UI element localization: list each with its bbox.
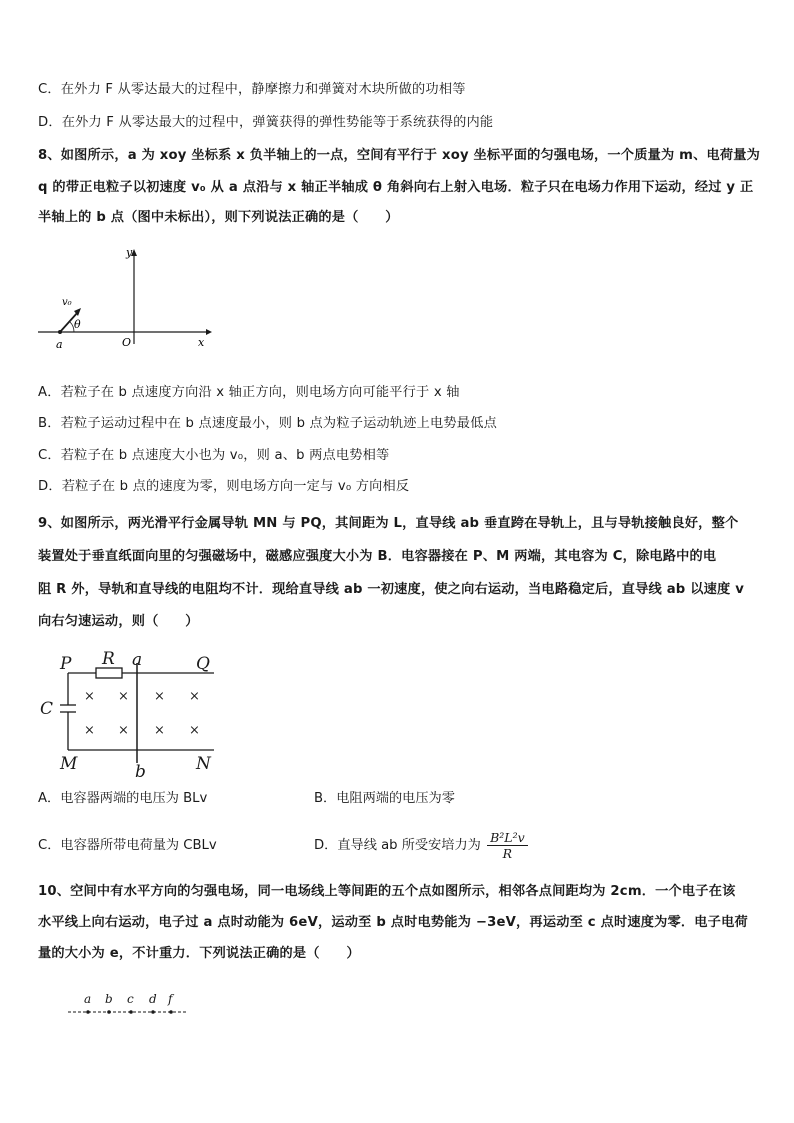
q9-fig-label-a: a — [132, 650, 143, 670]
q9-option-b: B．电阻两端的电压为零 — [314, 791, 455, 806]
q9-fig-label-p: P — [60, 654, 72, 674]
q10-label-b: b — [105, 992, 113, 1006]
q9-stem-line-3: 阻 R 外，导轨和直导线的电阻均不计．现给直导线 ab 一初速度，使之向右运动，当电路稳定后，直导线 ab 以速度 v — [38, 582, 744, 597]
q10-stem-line-1: 10、空间中有水平方向的匀强电场，同一电场线上等间距的五个点如图所示，相邻各点间距均为 2cm．一个电子在该 — [38, 884, 736, 899]
q10-stem-line-3: 量的大小为 e，不计重力．下列说法正确的是（ ） — [38, 946, 360, 961]
q10-label-d: d — [149, 992, 157, 1006]
q9-stem-line-1: 9、如图所示，两光滑平行金属导轨 MN 与 PQ，其间距为 L，直导线 ab 垂直跨在导轨上，且与导轨接触良好，整个 — [38, 516, 739, 531]
q8-stem-line-3: 半轴上的 b 点（图中未标出），则下列说法正确的是（ ） — [38, 210, 399, 225]
q10-point-a — [86, 1010, 90, 1014]
q9-option-d-fraction — [487, 830, 528, 861]
q9-option-d — [314, 822, 528, 870]
q8-stem-line-2: q 的带正电粒子以初速度 v₀ 从 a 点沿与 x 轴正半轴成 θ 角斜向右上射入电场．粒子只在电场力作用下运动，经过 y 正 — [38, 180, 754, 195]
field-cross: × — [189, 689, 200, 704]
q9-fig-label-r: R — [102, 649, 115, 669]
q10-label-c: c — [127, 992, 134, 1006]
q9-circuit-figure — [36, 645, 226, 780]
q8-option-a: A．若粒子在 b 点速度方向沿 x 轴正方向，则电场方向可能平行于 x 轴 — [38, 385, 460, 400]
field-cross: × — [118, 723, 129, 738]
q8-fig-y-label: y — [126, 246, 133, 259]
q9-fig-label-c: C — [40, 699, 54, 719]
q8-stem-line-1: 8、如图所示，a 为 xoy 坐标系 x 负半轴上的一点，空间有平行于 xoy 坐标平面的匀强电场，一个质量为 m、电荷量为 — [38, 148, 761, 163]
q8-fig-v0-label: v₀ — [62, 297, 72, 308]
q9-option-a: A．电容器两端的电压为 BLv — [38, 791, 208, 806]
q8-option-b: B．若粒子运动过程中在 b 点速度最小，则 b 点为粒子运动轨迹上电势最低点 — [38, 416, 497, 431]
q9-option-d-numerator: B²L²v — [487, 830, 528, 846]
field-cross: × — [154, 723, 165, 738]
q8-option-d: D．若粒子在 b 点的速度为零，则电场方向一定与 v₀ 方向相反 — [38, 479, 410, 494]
q10-stem-line-2: 水平线上向右运动，电子过 a 点时动能为 6eV，运动至 b 点时电势能为 −3eV，再运动至 c 点时速度为零．电子电荷 — [38, 915, 748, 930]
q10-label-f: f — [168, 992, 173, 1006]
q9-stem-line-4: 向右匀速运动，则（ ） — [38, 614, 199, 629]
q7-option-d: D．在外力 F 从零达最大的过程中，弹簧获得的弹性势能等于系统获得的内能 — [38, 115, 494, 130]
q9-fig-label-m: M — [60, 754, 78, 774]
q9-fig-label-q: Q — [196, 654, 210, 674]
q9-fig-label-b: b — [135, 762, 146, 780]
q8-fig-origin-label: O — [122, 336, 132, 349]
q8-coordinate-figure — [34, 240, 214, 352]
q8-fig-point-a: a — [56, 338, 63, 351]
q9-stem-line-2: 装置处于垂直纸面向里的匀强磁场中，磁感应强度大小为 B．电容器接在 P、M 两端，其电容为 C，除电路中的电 — [38, 549, 717, 564]
q8-option-c: C．若粒子在 b 点速度大小也为 v₀，则 a、b 两点电势相等 — [38, 448, 390, 463]
q10-label-a: a — [84, 992, 92, 1006]
q8-fig-x-label: x — [198, 336, 205, 349]
field-cross: × — [118, 689, 129, 704]
field-cross: × — [154, 689, 165, 704]
field-cross: × — [189, 723, 200, 738]
field-cross: × — [84, 723, 95, 738]
q8-fig-theta-label: θ — [74, 318, 81, 331]
q9-option-c: C．电容器所带电荷量为 CBLv — [38, 838, 217, 853]
q9-fig-label-n: N — [196, 754, 211, 774]
q10-point-c — [129, 1010, 133, 1014]
q9-option-d-text: D．直导线 ab 所受安培力为 — [314, 838, 481, 853]
q10-point-f — [169, 1010, 173, 1014]
field-cross: × — [84, 689, 95, 704]
q10-point-d — [151, 1010, 155, 1014]
q7-option-c: C．在外力 F 从零达最大的过程中，静摩擦力和弹簧对木块所做的功相等 — [38, 82, 466, 97]
q10-field-line-figure — [64, 988, 194, 1020]
q9-option-d-denominator: R — [502, 845, 513, 861]
q10-point-b — [107, 1010, 111, 1014]
